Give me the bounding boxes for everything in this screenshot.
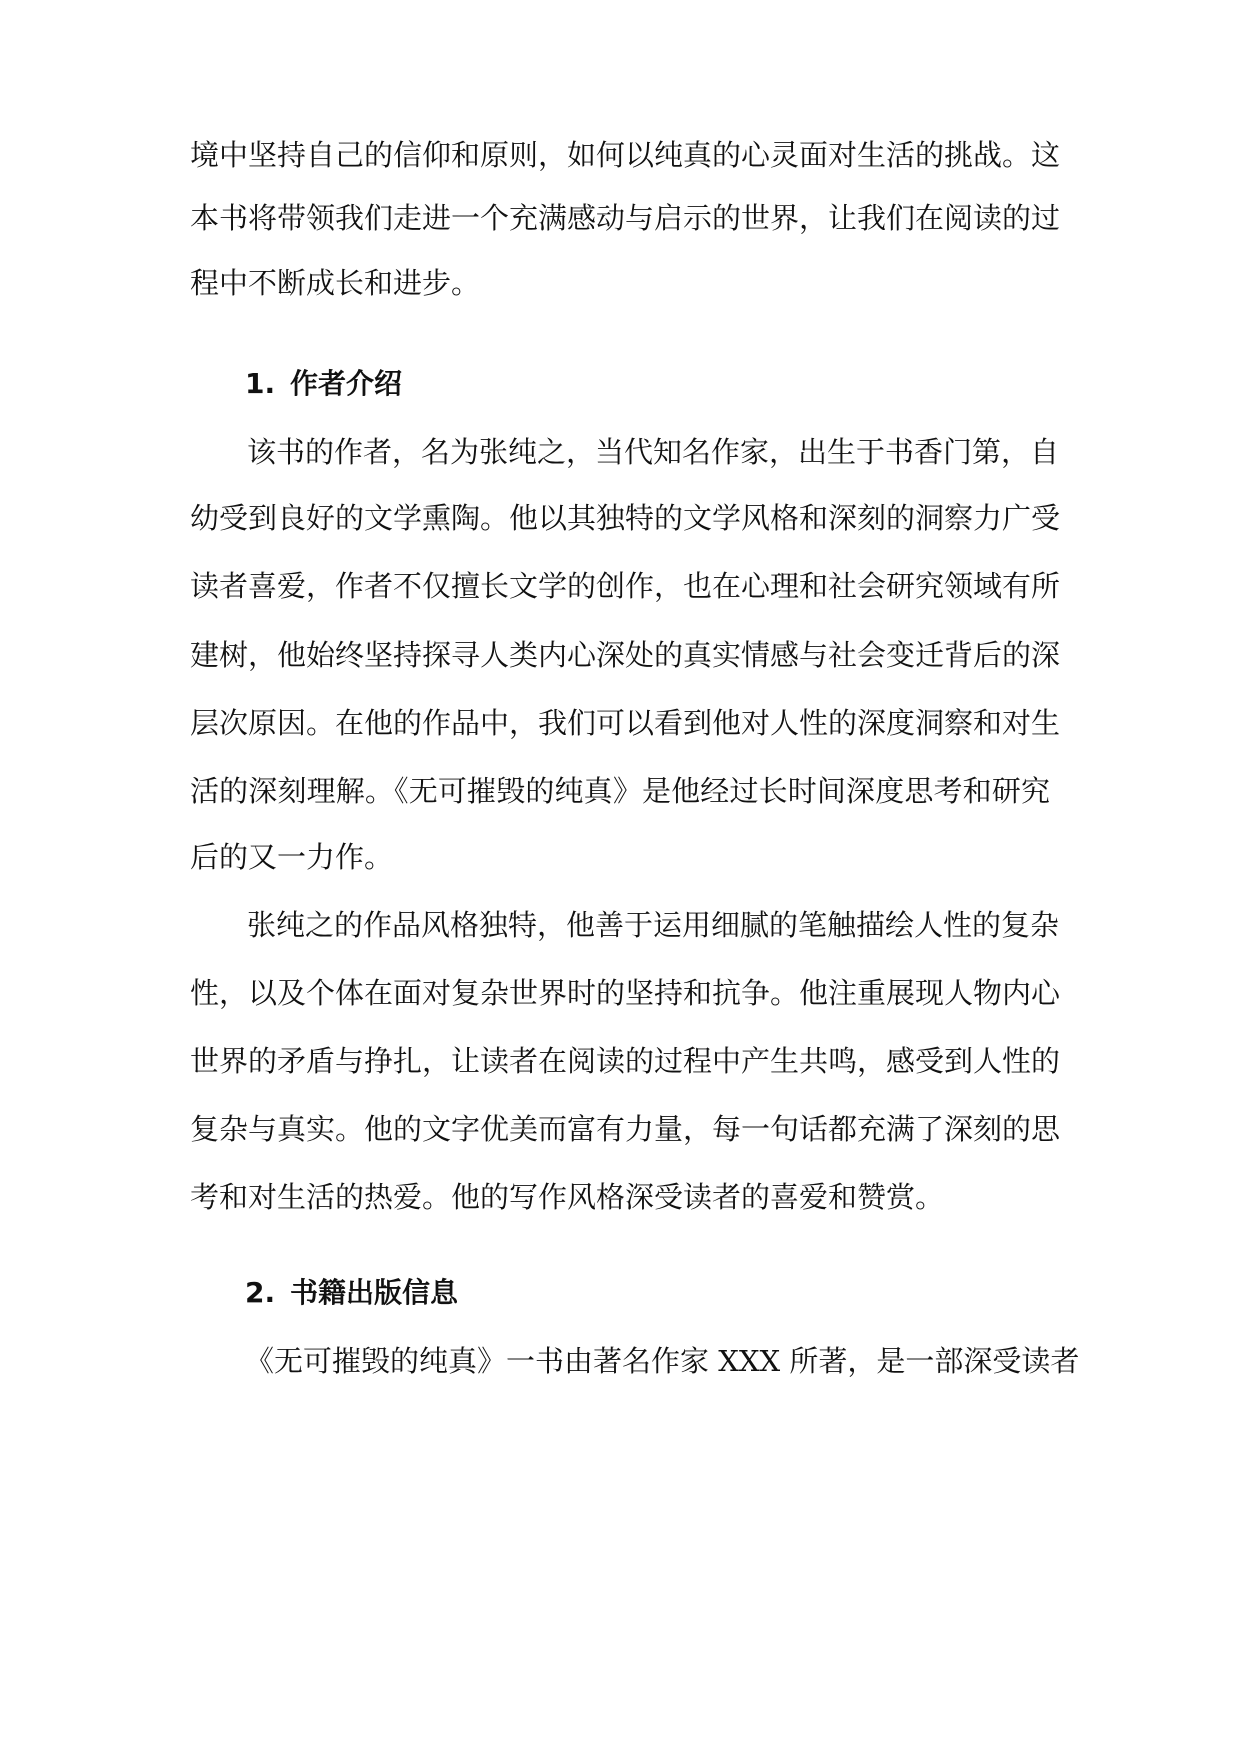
s1-p1-line-2: 幼受到良好的文学熏陶。他以其独特的文学风格和深刻的洞察力广受 <box>190 501 1061 535</box>
s1-p2-line-1: 张纯之的作品风格独特，他善于运用细腻的笔触描绘人性的复杂 <box>247 908 1060 942</box>
s1-p2-line-2: 性，以及个体在面对复杂世界时的坚持和抗争。他注重展现人物内心 <box>190 976 1061 1010</box>
intro-line-3: 程中不断成长和进步。 <box>190 266 481 300</box>
s2-p1-line-1: 《无可摧毁的纯真》一书由著名作家 XXX 所著，是一部深受读者 <box>245 1344 1080 1378</box>
s1-p1-line-6: 活的深刻理解。《无可摧毁的纯真》是他经过长时间深度思考和研究 <box>190 774 1050 808</box>
s1-p2-line-4: 复杂与真实。他的文字优美而富有力量，每一句话都充满了深刻的思 <box>190 1112 1061 1146</box>
section-2-title: 书籍出版信息 <box>290 1276 459 1309</box>
section-2-number: 2. <box>245 1276 276 1309</box>
section-1-heading <box>245 360 402 408</box>
s1-p1-line-3: 读者喜爱，作者不仅擅长文学的创作，也在心理和社会研究领域有所 <box>190 569 1061 603</box>
intro-line-1: 境中坚持自己的信仰和原则，如何以纯真的心灵面对生活的挑战。这 <box>190 138 1061 172</box>
s1-p2-line-3: 世界的矛盾与挣扎，让读者在阅读的过程中产生共鸣，感受到人性的 <box>190 1044 1061 1078</box>
s1-p2-line-5: 考和对生活的热爱。他的写作风格深受读者的喜爱和赞赏。 <box>190 1180 945 1214</box>
s1-p1-line-4: 建树，他始终坚持探寻人类内心深处的真实情感与社会变迁背后的深 <box>190 638 1061 672</box>
s1-p1-line-7: 后的又一力作。 <box>190 840 394 874</box>
section-1-title: 作者介绍 <box>290 367 403 400</box>
intro-line-2: 本书将带领我们走进一个充满感动与启示的世界，让我们在阅读的过 <box>190 201 1061 235</box>
s1-p1-line-5: 层次原因。在他的作品中，我们可以看到他对人性的深度洞察和对生 <box>190 706 1061 740</box>
section-1-number: 1. <box>245 367 276 400</box>
s1-p1-line-1: 该书的作者，名为张纯之，当代知名作家，出生于书香门第，自 <box>247 435 1060 469</box>
section-2-heading <box>245 1269 458 1317</box>
